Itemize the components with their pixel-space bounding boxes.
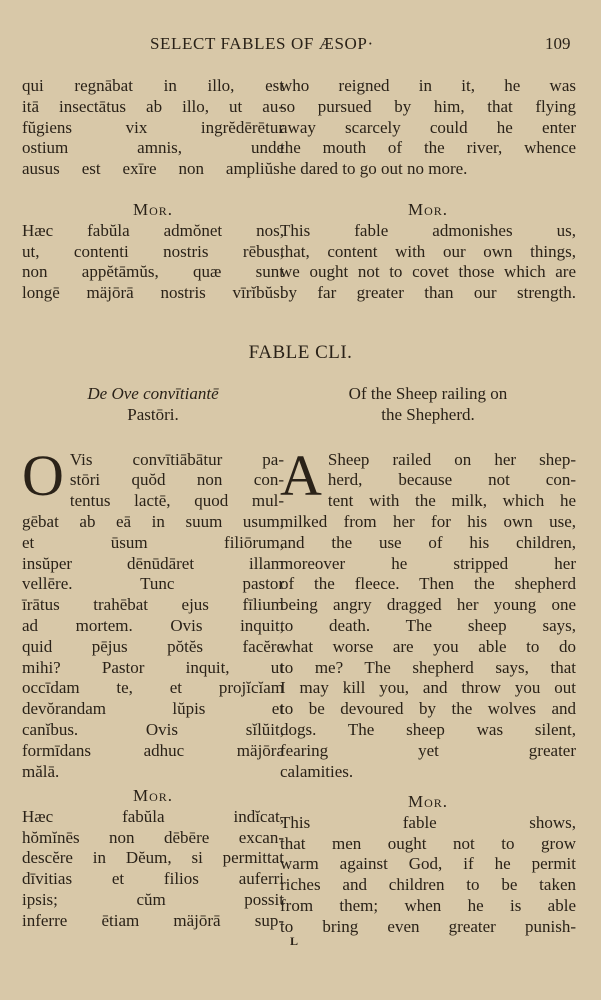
english-moral-line: riches and children to be taken [280, 875, 576, 895]
latin-line: īrātus trahēbat ejus fīlium [22, 595, 284, 615]
latin-line: quid pējus pŏtĕs facĕre [22, 636, 284, 656]
latin-line: stōri quŏd non con- [69, 470, 284, 490]
english-line: away scarcely could he enter [280, 117, 576, 137]
latin-line: gēbat ab eā in suum usum, [22, 511, 284, 531]
english-line: what worse are you able to do [280, 636, 576, 656]
latin-line: ausus est exīre non ampliŭs. [22, 159, 284, 179]
fable-title: FABLE CLI. [248, 342, 353, 363]
latin-dropcap: O [22, 442, 64, 508]
latin-moral-line: descĕre in Dĕum, si permittat [22, 848, 284, 868]
english-moral-line: This fable shows, [280, 812, 576, 832]
english-line: to me? The shepherd says, that [280, 657, 576, 677]
english-moral-line: that, content with our own things, [280, 241, 576, 261]
english-line: he dared to go out no more. [280, 159, 468, 179]
latin-line: vellēre. Tunc pastor [22, 574, 284, 594]
english-line: fearing yet greater [280, 740, 576, 760]
page-number: 109 [545, 34, 571, 53]
latin-moral-line: Hæc fabŭla admŏnet nos, [22, 220, 284, 240]
english-line: I may kill you, and throw you out [280, 678, 576, 698]
english-line: of the fleece. Then the shepherd [280, 574, 576, 594]
english-fable-title: Of the Sheep railing on [348, 384, 508, 403]
latin-moral-line: dīvitias et filios auferri [22, 869, 284, 889]
latin-moral-line: hŏmĭnēs non dēbēre excan- [22, 827, 284, 847]
english-fable-body [280, 442, 576, 783]
english-line: moreover he stripped her [280, 553, 576, 573]
latin-line: ad mortem. Ovis inquit, [22, 615, 284, 635]
moral-heading: Mor. [407, 792, 449, 811]
latin-fable-body [22, 442, 284, 783]
moral-heading: Mor. [132, 199, 174, 219]
latin-line: et ūsum filiōrum, [22, 532, 284, 552]
top-english-column [280, 76, 576, 304]
english-line: calamities. [280, 761, 354, 781]
latin-line: insŭper dēnūdāret illam [22, 553, 284, 573]
english-moral-line: warm against God, if he permit [280, 854, 576, 874]
english-line: the mouth of the river, whence [280, 138, 576, 158]
english-moral-line: from them; when he is able [280, 895, 576, 915]
english-line: milked from her for his own use, [280, 511, 576, 531]
bottom-latin-column [22, 786, 284, 932]
running-head: SELECT FABLES OF ÆSOP· [150, 34, 374, 53]
latin-line: mălā. [22, 761, 60, 781]
english-moral-line: to bring even greater punish- [280, 916, 576, 936]
moral-heading: Mor. [407, 199, 449, 219]
english-line: who reigned in it, he was [280, 76, 576, 95]
english-moral-line: we ought not to covet those which are [280, 262, 576, 282]
latin-fable-title-2: Pastōri. [127, 404, 179, 424]
fable-english-column [280, 384, 576, 782]
english-line: dogs. The sheep was silent, [280, 719, 576, 739]
latin-line: Vis convītiābātur pa- [69, 449, 284, 469]
bottom-english-column [280, 792, 576, 938]
english-line: tent with the milk, which he [327, 491, 576, 511]
latin-line: qui regnābat in illo, est [22, 76, 284, 95]
top-latin-column [22, 76, 284, 304]
latin-line: devŏrandam lŭpis et [22, 699, 284, 719]
latin-moral-line: ut, contenti nostris rēbus, [22, 241, 284, 261]
latin-line: mihi? Pastor inquit, ut [22, 657, 284, 677]
latin-line: itā insectātus ab illo, ut au- [22, 96, 284, 116]
moral-heading: Mor. [132, 786, 174, 805]
english-line: being angry dragged her young one [280, 595, 576, 615]
latin-line: fŭgiens vix ingrĕdērētur [22, 117, 284, 137]
latin-moral-line: Hæc fabŭla indĭcat, [22, 806, 284, 826]
signature-mark: L [290, 934, 299, 948]
latin-moral-line: non appĕtāmŭs, quæ sunt [22, 262, 284, 282]
latin-moral-line: inferre ētiam mäjōrā sup- [22, 910, 284, 930]
english-line: herd, because not con- [327, 470, 576, 490]
latin-line: tentus lactē, quod mul- [69, 491, 284, 511]
english-moral-line: that men ought not to grow [280, 833, 576, 853]
latin-moral-line: ipsis; cŭm possit [22, 889, 284, 909]
english-line: so pursued by him, that flying [280, 96, 576, 116]
english-dropcap: A [280, 442, 322, 508]
english-line: to be devoured by the wolves and [280, 699, 576, 719]
english-fable-title-2: the Shepherd. [381, 404, 475, 424]
fable-latin-column [22, 384, 284, 782]
latin-moral-line: longē mäjōrā nostris vīrĭbŭs. [22, 283, 284, 303]
latin-line: formīdans adhuc mäjōra [22, 740, 284, 760]
english-moral-line: by far greater than our strength. [280, 283, 576, 303]
latin-line: ostium amnis, unde [22, 138, 284, 158]
latin-line: occīdam te, et projĭcĭam [22, 678, 284, 698]
english-line: and the use of his children, [280, 532, 576, 552]
latin-fable-title: De Ove convītiantē [87, 384, 219, 403]
english-line: Sheep railed on her shep- [327, 449, 576, 469]
english-line: to death. The sheep says, [280, 615, 576, 635]
latin-line: canĭbus. Ovis sĭlŭit, [22, 719, 284, 739]
english-moral-line: This fable admonishes us, [280, 220, 576, 240]
